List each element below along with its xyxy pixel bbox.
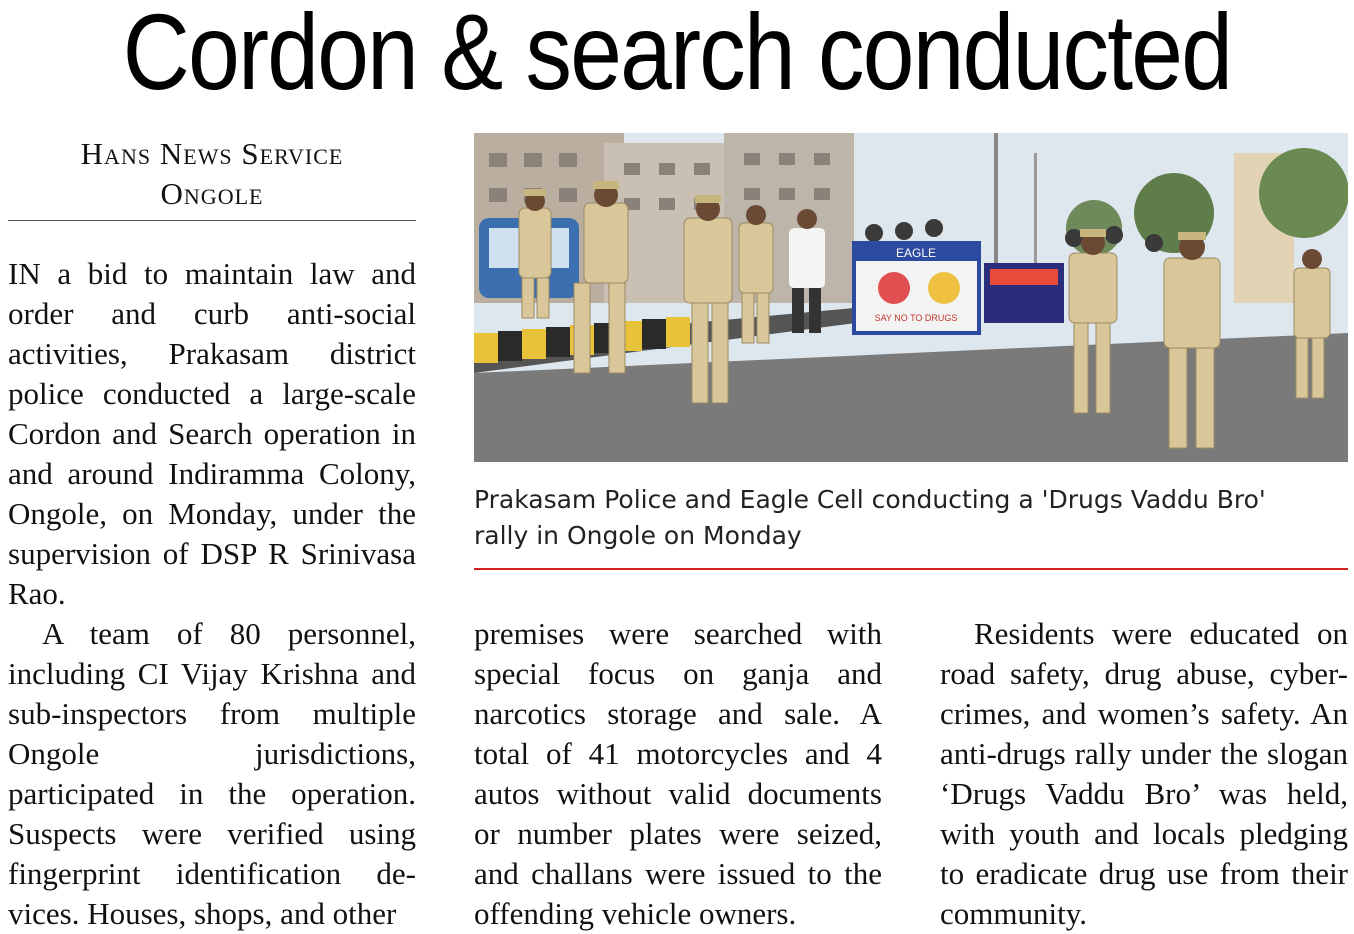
photo-caption (474, 482, 1348, 554)
headline: Cordon & search conducted (122, 0, 1232, 112)
byline-location: Ongole (160, 176, 264, 211)
banner-eagle-text: EAGLE (895, 246, 937, 260)
paragraph-search: premises were searched with special focus on ganja and narcotics storage and sale. A total of 41 motorcycles and 4 autos without valid documents or number plates were seized, and challans were issued to the offending vehicle owners. (474, 616, 882, 931)
article-column-1 (8, 254, 416, 934)
article-column-3 (940, 614, 1348, 934)
article-column-2 (474, 614, 882, 934)
photo-caption-line-1: Prakasam Police and Eagle Cell conducting a 'Drugs Vaddu Bro' (474, 485, 1266, 514)
paragraph-awareness: Residents were educated on road safety, drug abuse, cyber-crimes, and women’s safety. An anti-drugs rally under the slogan ‘Drugs Vaddu Bro’ was held, with youth and locals pledging to eradicate drug use from their community. (940, 616, 1348, 931)
caption-divider (474, 568, 1348, 570)
banner-say-no-text: SAY NO TO DRUGS (874, 313, 958, 323)
paragraph-team: A team of 80 personnel, including CI Vijay Krishna and sub-inspectors from multiple Ongole jurisdictions, participated in the operation. Suspects were verified using fingerprint identification devices. Houses, shops, and other (8, 616, 416, 931)
rally-photo-illustration (474, 133, 1348, 462)
news-photo (474, 133, 1348, 462)
byline-agency: Hans News Service (80, 136, 344, 171)
paragraph-lead: IN a bid to maintain law and order and curb anti-social activities, Prakasam district police conducted a large-scale Cordon and Search operation in and around Indiramma Colony, Ongole, on Monday, under the supervision of DSP R Srinivasa Rao. (8, 256, 416, 611)
byline-divider (8, 220, 416, 221)
photo-caption-line-2: rally in Ongole on Monday (474, 521, 802, 550)
byline (8, 134, 416, 214)
